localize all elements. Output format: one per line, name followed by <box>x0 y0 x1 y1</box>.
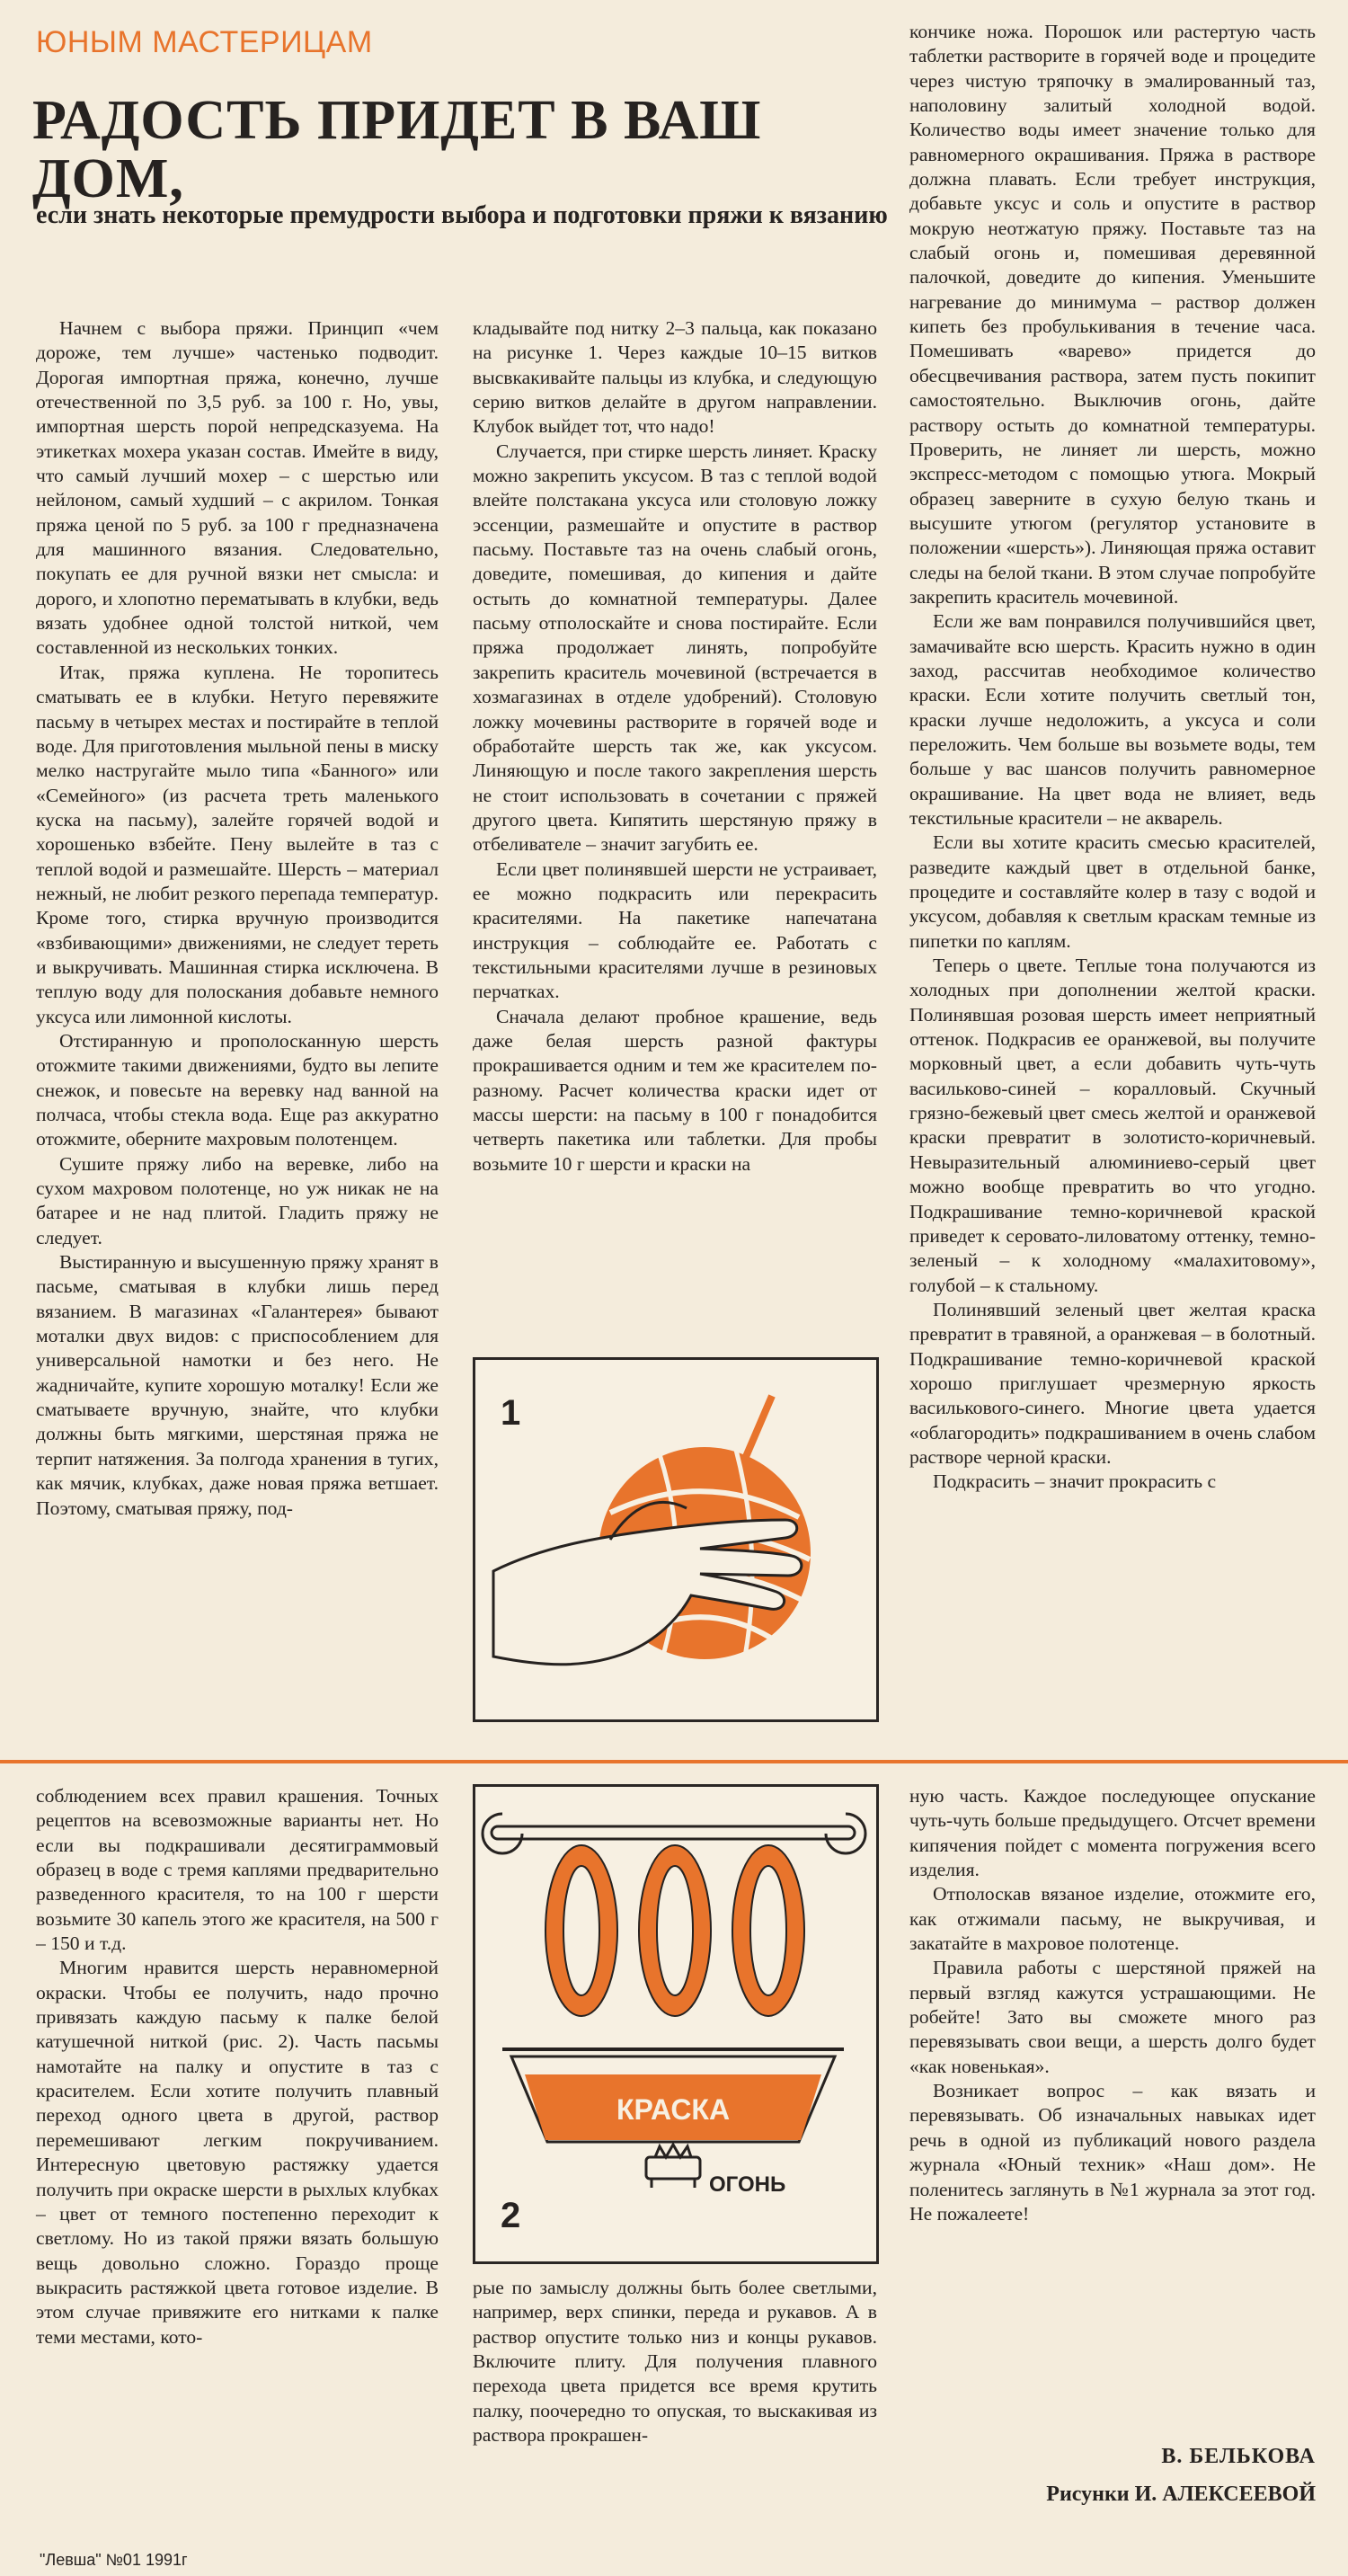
paragraph: Теперь о цвете. Теплые тона получаются из холодных при дополнении желтой краски. Полинявшая розовая шерсть имеет неприятный оттенок. Подкрасив ее оранжевой, вы получите морковный цвет, а если добавить чуть-чуть васильково-синей – коралловый. Скучный грязно-бежевый цвет смесь желтой и оранжевой краски превратит в золотисто-коричневый. Невыразительный алюминиево-серый цвет можно вообще превратить во что угодно. Подкрашивание темно-коричневой краской приведет к серовато-лиловатому оттенку, темно-зеленый – к холодному «малахитовому», голубой – к стальному. <box>909 955 1316 1296</box>
issue-footer: "Левша" №01 1991г <box>40 2551 188 2569</box>
author-signature: В. БЕЛЬКОВА <box>1161 2445 1316 2468</box>
rubric: ЮНЫМ МАСТЕРИЦАМ <box>36 25 373 59</box>
subheadline: если знать некоторые премудрости выбора и подготовки пряжи к вязанию <box>36 201 888 229</box>
column-e <box>473 2276 877 2447</box>
paragraph: Правила работы с шерстяной пряжей на первый взгляд кажутся устрашающими. Не робейте! Зато вы сможете много раз перевязывать свои вещи, а шерсть долго будет «как новенькая». <box>909 1957 1316 2077</box>
paragraph: ную часть. Каждое последующее опускание чуть-чуть больше предыдущего. Отсчет времени кипячения пойдет с момента погружения всего изделия. <box>909 1785 1316 1881</box>
paragraph: Возникает вопрос – как вязать и перевязывать. Об изначальных навыках идет речь в одной из публикаций нового раздела журнала «Юный техник» «Наш дом». Не поленитесь заглянуть в №1 журнала за этот год. Не пожалеете! <box>909 2080 1316 2225</box>
paragraph: Выстиранную и высушенную пряжу хранят в пасьме, сматывая в клубки лишь перед вязанием. В магазинах «Галантерея» бывают моталки двух видов: с приспособлением для универсальной намотки и без него. Не жадничайте, купите хорошую моталку! Если же сматываете вручную, знайте, что клубки должны быть мягкими, шерстяная пряжа не терпит натяжения. За полгода хранения в тугих, как мячик, клубках, даже новая пряжа ветшает. Поэтому, сматывая пряжу, под- <box>36 1251 439 1519</box>
headline: РАДОСТЬ ПРИДЕТ В ВАШ ДОМ, <box>32 90 762 210</box>
dyeing-illustration <box>475 1787 871 2256</box>
fire-label: ОГОНЬ <box>709 2172 786 2197</box>
section-divider <box>0 1760 1348 1763</box>
column-d <box>36 1784 439 2349</box>
figure-2-dyeing <box>473 1784 879 2264</box>
paragraph: Начнем с выбора пряжи. Принцип «чем дороже, тем лучше» частенько подводит. Дорогая импортная пряжа, конечно, лучше отечественной по 3,5 руб. за 100 г. Но, увы, импортная шерсть порой непредсказуема. На этикетках мохера указан состав. Имейте в виду, что самый лучший мохер – с шерстью или нейлоном, самый худший – с акрилом. Тонкая пряжа ценой по 5 руб. за 100 г предназначена для машинного вязания. Следовательно, покупать ее для ручной вязки нет смысла: и дорого, и хлопотно перематывать в клубки, ведь вязать удобнее одной толстой ниткой, чем составленной из нескольких тонких. <box>36 317 439 659</box>
basin-label: КРАСКА <box>616 2093 731 2126</box>
paragraph: Если цвет полинявшей шерсти не устраивает, ее можно подкрасить или перекрасить красителями. На пакетике напечатана инструкция – соблюдайте ее. Работать с текстильными красителями лучше в резиновых перчатках. <box>473 857 877 1003</box>
figure-1-yarn-winding <box>473 1357 879 1722</box>
column-b <box>473 316 877 1177</box>
column-c <box>909 20 1316 1495</box>
paragraph: Итак, пряжа куплена. Не торопитесь сматывать ее в клубки. Нетуго перевяжите пасьму в четырех местах и постирайте в теплой воде. Для приготовления мыльной пены в миску мелко настругайте мыло типа «Банного» или «Семейного» (из расчета треть маленького куска на пасьму), залейте горячей водой и хорошенько взбейте. Пену вылейте в таз с теплой водой и размешайте. Шерсть – материал нежный, не любит резкого перепада температур. Кроме того, стирка вручную производится «взбивающими» движениями, не следует тереть и выкручивать. Машинная стирка исключена. В теплую воду для полоскания добавьте немного уксуса или лимонной кислоты. <box>36 661 439 1027</box>
paragraph: Полинявший зеленый цвет желтая краска превратит в травяной, а оранжевая – в болотный. Подкрашивание темно-коричневой краской хорошо приглушает чрезмерную яркость василькового-синего. Многие цвета удается «облагородить» подкрашиванием в очень слабом растворе черной краски. <box>909 1298 1316 1468</box>
paragraph: Сначала делают пробное крашение, ведь даже белая шерсть разной фактуры прокрашивается одним и тем же красителем по-разному. Расчет количества краски идет от массы шерсти: на пасьму в 100 г понадобится четверть пакетика или таблетки. Для пробы возьмите 10 г шерсти и краски на <box>473 1005 877 1175</box>
paragraph: Если вы хотите красить смесью красителей, разведите каждый цвет в отдельной банке, процедите и составляйте колер в тазу с водой и уксусом, добавляя к светлым краскам темные из пипетки по каплям. <box>909 831 1316 952</box>
burner-icon <box>646 2145 700 2188</box>
paragraph: Если же вам понравился получившийся цвет, замачивайте всю шерсть. Красить нужно в один заход, рассчитав необходимое количество краски. Если хотите получить светлый тон, краски лучше недоложить, а уксуса и соли переложить. Чем больше вы возьмете воды, тем больше у вас шансов получить равномерное окрашивание. На цвет вода не влияет, ведь текстильные красители – не акварель. <box>909 610 1316 829</box>
paragraph: Сушите пряжу либо на веревке, либо на сухом махровом полотенце, но уж никак не на батарее и не над плитой. Гладить пряжу не следует. <box>36 1152 439 1248</box>
illustration-credit: Рисунки И. АЛЕКСЕЕВОЙ <box>1046 2483 1316 2506</box>
paragraph: Отстиранную и прополосканную шерсть отожмите такими движениями, будто вы лепите снежок, и повесьте на веревку над ванной на полчаса, чтобы стекла вода. Еще раз аккуратно отожмите, оберните махровым полотенцем. <box>36 1029 439 1150</box>
paragraph: рые по замыслу должны быть более светлыми, например, верх спинки, переда и рукавов. А в раствор опустите только низ и концы рукавов. Включите плиту. Для получения плавного перехода цвета придется все время крутить палку, поочередно то опуская, то выскакивая из раствора прокрашен- <box>473 2277 877 2447</box>
paragraph: кладывайте под нитку 2–3 пальца, как показано на рисунке 1. Через каждые 10–15 витков высвкакивайте пальцы из клубка, и следующую серию витков делайте в другом направлении. Клубок выйдет тот, что надо! <box>473 317 877 438</box>
figure-1-number: 1 <box>501 1393 521 1433</box>
figure-2-number: 2 <box>501 2196 521 2235</box>
paragraph: Подкрасить – значит прокрасить с <box>933 1470 1217 1493</box>
paragraph: соблюдением всех правил крашения. Точных рецептов на всевозможные варианты нет. Но если вы подкрашивали десятиграммовый образец в воде с тремя каплями предварительно разведенного красителя, то на 100 г шерсти возьмите 30 капель этого же красителя, на 500 г – 150 и т.д. <box>36 1785 439 1955</box>
yarn-skeins-icon <box>545 1845 804 2016</box>
column-a <box>36 316 439 1521</box>
paragraph: Многим нравится шерсть неравномерной окраски. Чтобы ее получить, надо прочно привязать каждую пасьму к палке белой катушечной ниткой (рис. 2). Часть пасьмы намотайте на палку и опустите в таз с красителем. Если хотите получить плавный переход одного цвета в другой, раствор перемешивают легким покручиванием. Интересную цветовую растяжку удается получить при окраске шерсти в рыхлых клубках – цвет от темного постепенно переходит к светлому. Но из такой пряжи вязать большую вещь довольно сложно. Гораздо проще выкрасить растяжкой цвета готовое изделие. В этом случае привяжите его нитками к палке теми местами, кото- <box>36 1957 439 2348</box>
paragraph: Случается, при стирке шерсть линяет. Краску можно закрепить уксусом. В таз с теплой водой влейте полстакана уксуса или столовую ложку эссенции, размешайте и опустите в раствор пасьму. Поставьте таз на очень слабый огонь, доведите, помешивая, до кипения и дайте остыть до комнатной температуры. Далее пасьму отполоскайте и снова постирайте. Если пряжа продолжает линять, попробуйте закрепить краситель мочевиной (встречается в хозмагазинах в отделе удобрений). Столовую ложку мочевины растворите в горячей воде и обработайте шерсть так же, как уксусом. Линяющую и после такого закрепления шерсть не стоит использовать в сочетании с пряжей другого цвета. Кипятить шерстяную пряжу в отбеливателе – значит загубить ее. <box>473 440 877 856</box>
column-f <box>909 1784 1316 2226</box>
paragraph: кончике ножа. Порошок или растертую часть таблетки растворите в горячей воде и процедите через чистую тряпочку в эмалированный таз, наполовину залитый холодной водой. Количество воды имеет значение только для равномерного окрашивания. Пряжа в растворе должна плавать. Если требует инструкция, добавьте уксус и соль и опустите в раствор мокрую неотжатую пряжу. Поставьте таз на слабый огонь и, помешивая деревянной палочкой, доведите до кипения. Уменьшите нагревание до минимума – раствор должен кипеть без пробулькивания в течение часа. Помешивать «варево» придется до обесцвечивания раствора, затем пусть покипит самостоятельно. Выключив огонь, дайте раствору остыть до комнатной температуры. Проверить, не линяет ли шерсть, можно экспресс-методом с помощью утюга. Мокрый образец заверните в сухую белую ткань и высушите утюгом (регулятор установите в положении «шерсть»). Линяющая пряжа оставит следы на белой ткани. В этом случае попробуйте закрепить краситель мочевиной. <box>909 21 1316 608</box>
paragraph: Отполоскав вязаное изделие, отожмите его, как отжимали пасьму, не выкручивая, и закатайте в махровое полотенце. <box>909 1883 1316 1955</box>
yarn-ball-hand-illustration <box>475 1360 871 1714</box>
